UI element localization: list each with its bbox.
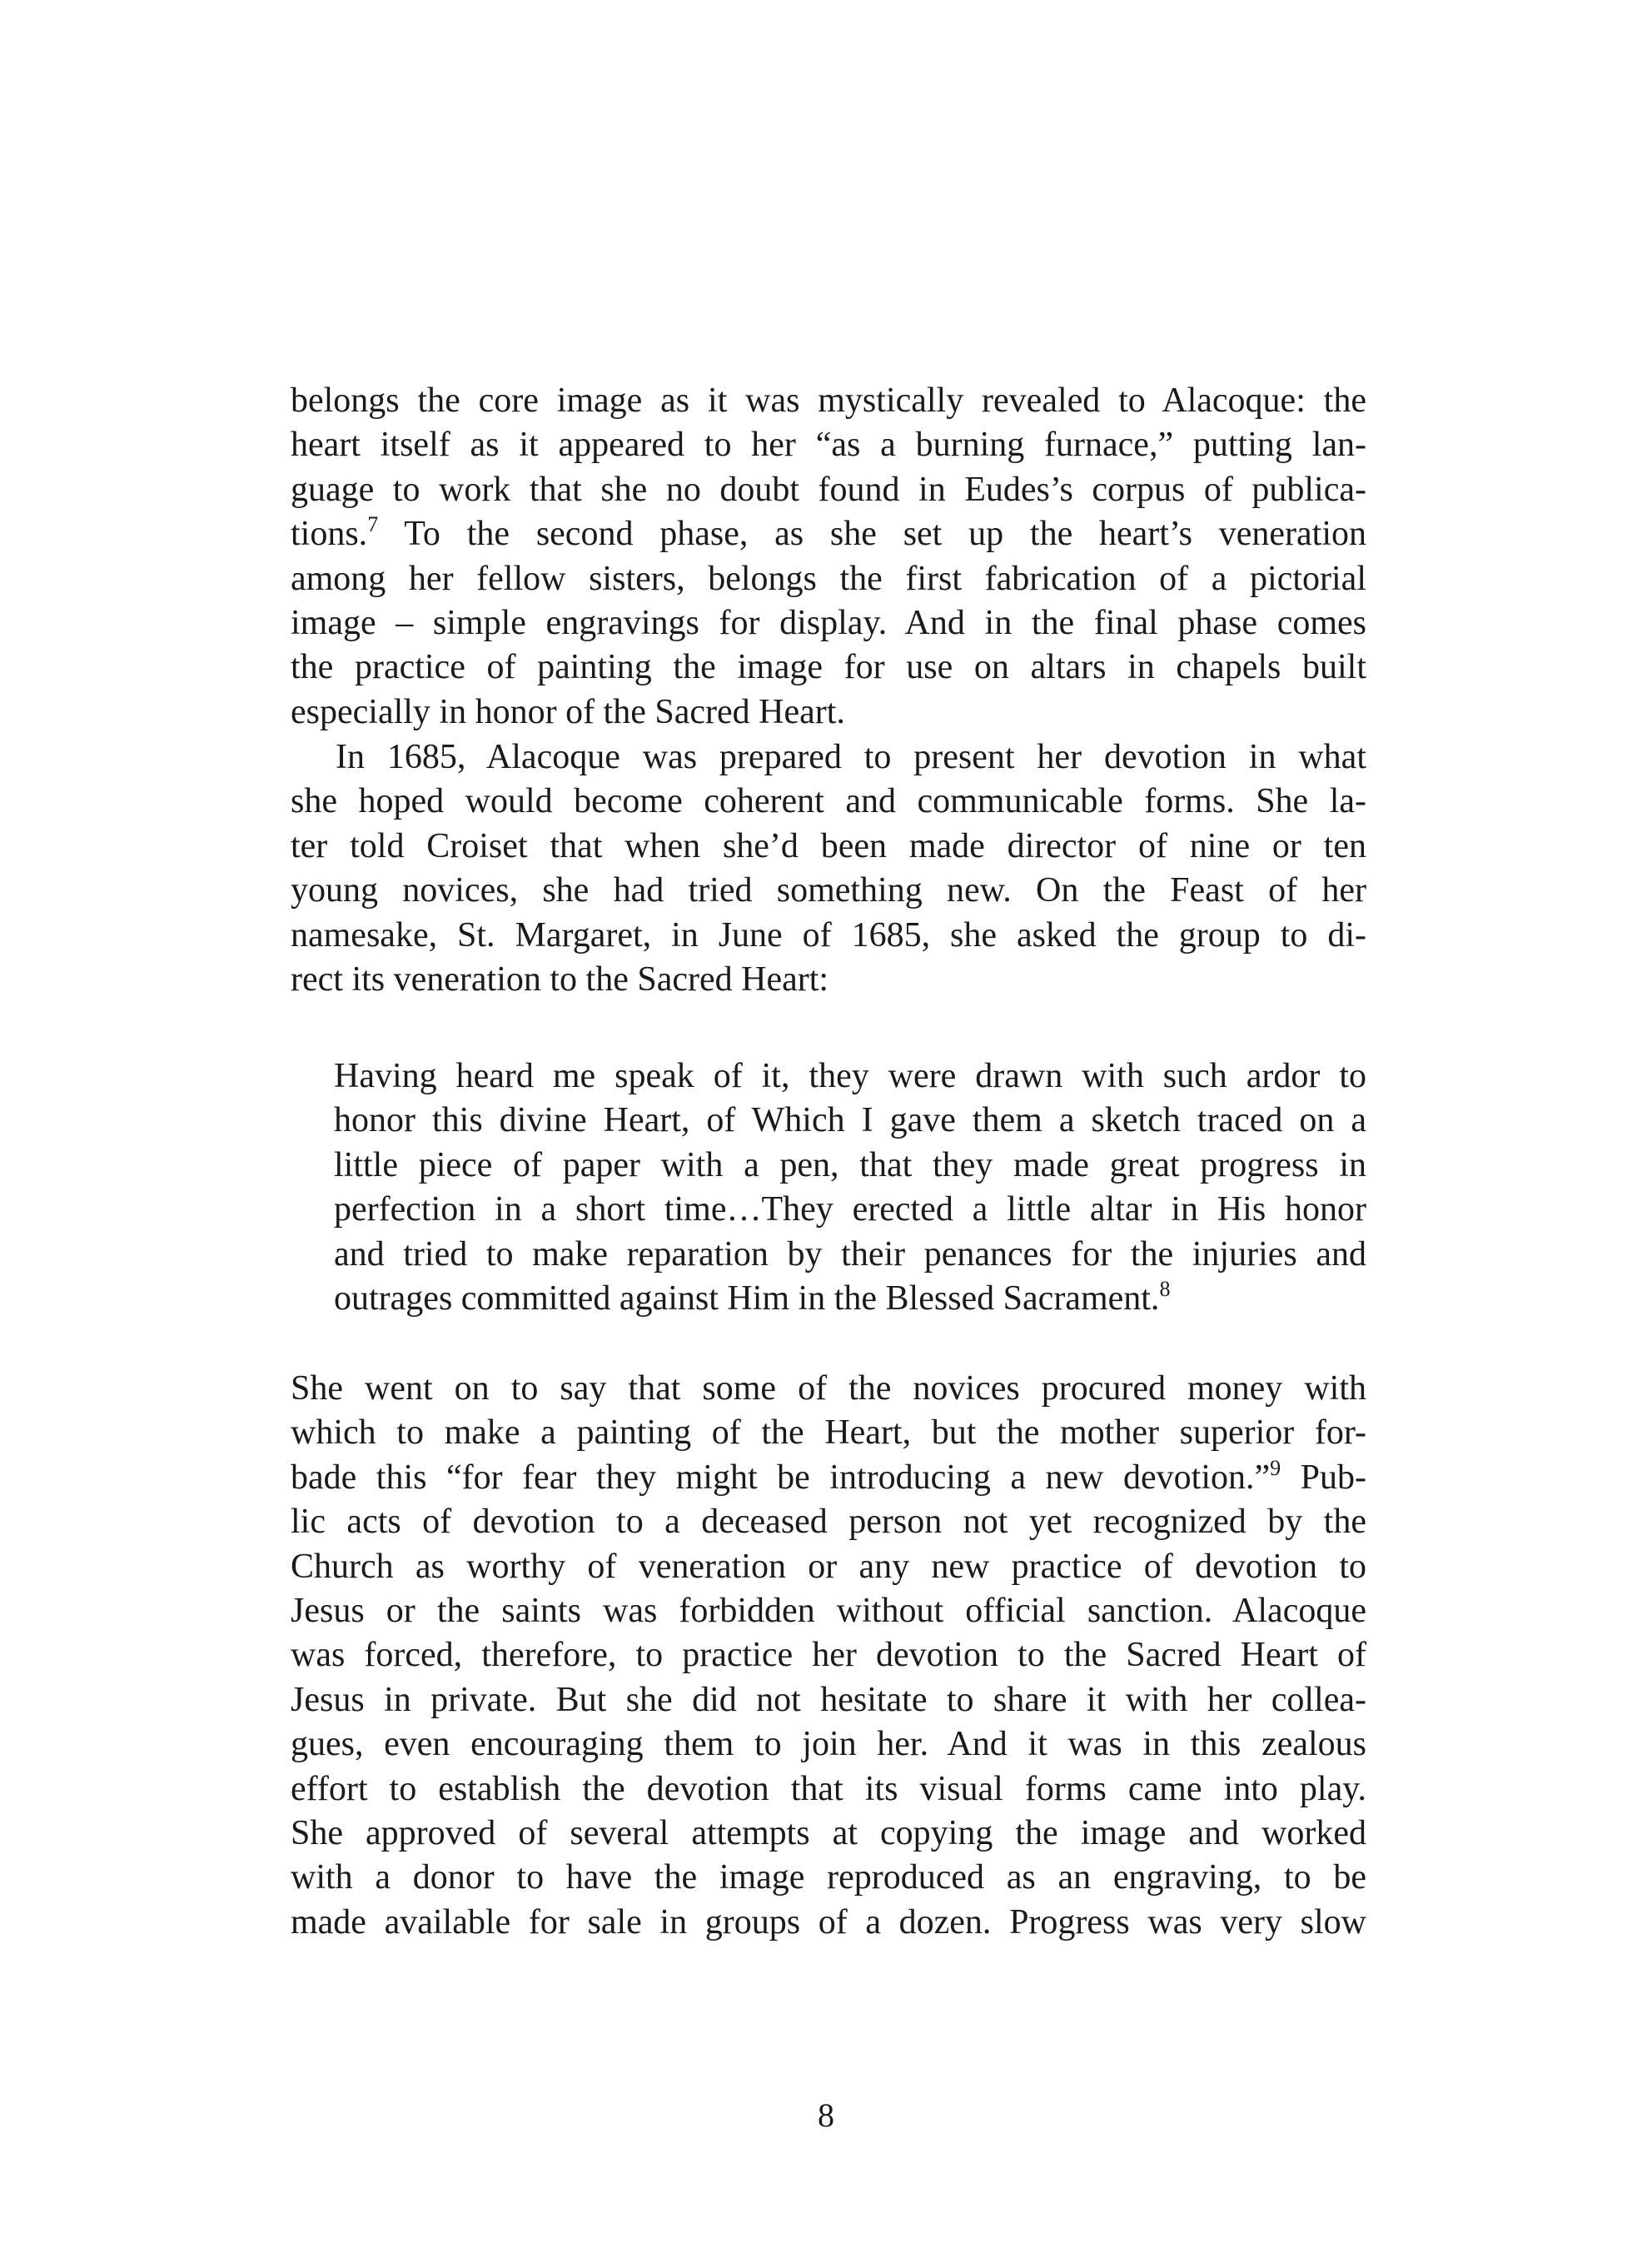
text-line: was forced, therefore, to practice her devotion to the Sacred Heart of	[291, 1636, 1366, 1675]
text-line: She went on to say that some of the novices procured money with	[291, 1369, 1366, 1408]
footnote-marker-9: 9	[1270, 1455, 1281, 1480]
text-line	[291, 1456, 1366, 1500]
text-line: gues, even encouraging them to join her. And it was in this zealous	[291, 1725, 1366, 1764]
text-line: with a donor to have the image reproduced as an engraving, to be	[291, 1858, 1366, 1897]
text-line: lic acts of devotion to a deceased person not yet recognized by the	[291, 1503, 1366, 1542]
quote-line: and tried to make reparation by their penances for the injuries and	[334, 1234, 1366, 1274]
text-line: In 1685, Alacoque was prepared to present her devotion in what	[336, 738, 1366, 776]
text-line	[291, 512, 1366, 556]
text-fragment: tions.	[291, 515, 368, 554]
paragraph-1	[291, 379, 1366, 735]
text-fragment: bade this “for fear they might be introducing a new devotion.”	[291, 1458, 1271, 1497]
text-line: which to make a painting of the Heart, but the mother superior for-	[291, 1413, 1366, 1453]
text-line: Jesus in private. But she did not hesitate to share it with her collea-	[291, 1680, 1366, 1719]
paragraph-3	[291, 1367, 1366, 1945]
text-fragment: Pub-	[1281, 1458, 1366, 1497]
text-line: Church as worthy of veneration or any new practice of devotion to	[291, 1547, 1366, 1586]
text-line: among her fellow sisters, belongs the first fabrication of a pictorial	[291, 559, 1366, 598]
paragraph-2	[291, 735, 1366, 1002]
text-line: rect its veneration to the Sacred Heart:	[291, 960, 829, 999]
quote-line: perfection in a short time…They erected a little altar in His honor	[334, 1190, 1366, 1229]
text-line: Jesus or the saints was forbidden without official sanction. Alacoque	[291, 1591, 1366, 1630]
text-fragment: To the second phase, as she set up the heart’s veneration	[378, 515, 1366, 554]
text-line: guage to work that she no doubt found in Eudes’s corpus of publica-	[291, 470, 1366, 509]
quote-line: little piece of paper with a pen, that they made great progress in	[334, 1145, 1366, 1184]
text-line: She approved of several attempts at copying the image and worked	[291, 1813, 1366, 1852]
text-line: belongs the core image as it was mystically revealed to Alacoque: the	[291, 381, 1366, 420]
footnote-marker-7: 7	[367, 512, 379, 537]
text-line: the practice of painting the image for use on altars in chapels built	[291, 648, 1366, 687]
quote-line	[334, 1277, 1366, 1321]
text-line: effort to establish the devotion that its visual forms came into play.	[291, 1769, 1366, 1808]
block-quote	[334, 1054, 1366, 1321]
text-line: especially in honor of the Sacred Heart.	[291, 692, 845, 731]
text-line: made available for sale in groups of a dozen. Progress was very slow	[291, 1902, 1366, 1941]
quote-line: honor this divine Heart, of Which I gave them a sketch traced on a	[334, 1101, 1366, 1140]
text-fragment: outrages committed against Him in the Blessed Sacrament.	[334, 1279, 1160, 1318]
footnote-marker-8: 8	[1159, 1276, 1171, 1301]
page-number: 8	[818, 2096, 834, 2134]
text-line: young novices, she had tried something new. On the Feast of her	[291, 871, 1366, 910]
text-line: ter told Croiset that when she’d been made director of nine or ten	[291, 826, 1366, 865]
text-line: image – simple engravings for display. And in the final phase comes	[291, 603, 1366, 642]
text-line: she hoped would become coherent and communicable forms. She la-	[291, 782, 1366, 821]
quote-line: Having heard me speak of it, they were drawn with such ardor to	[334, 1057, 1366, 1095]
text-line: heart itself as it appeared to her “as a burning furnace,” putting lan-	[291, 426, 1366, 465]
text-line: namesake, St. Margaret, in June of 1685, she asked the group to di-	[291, 915, 1366, 955]
